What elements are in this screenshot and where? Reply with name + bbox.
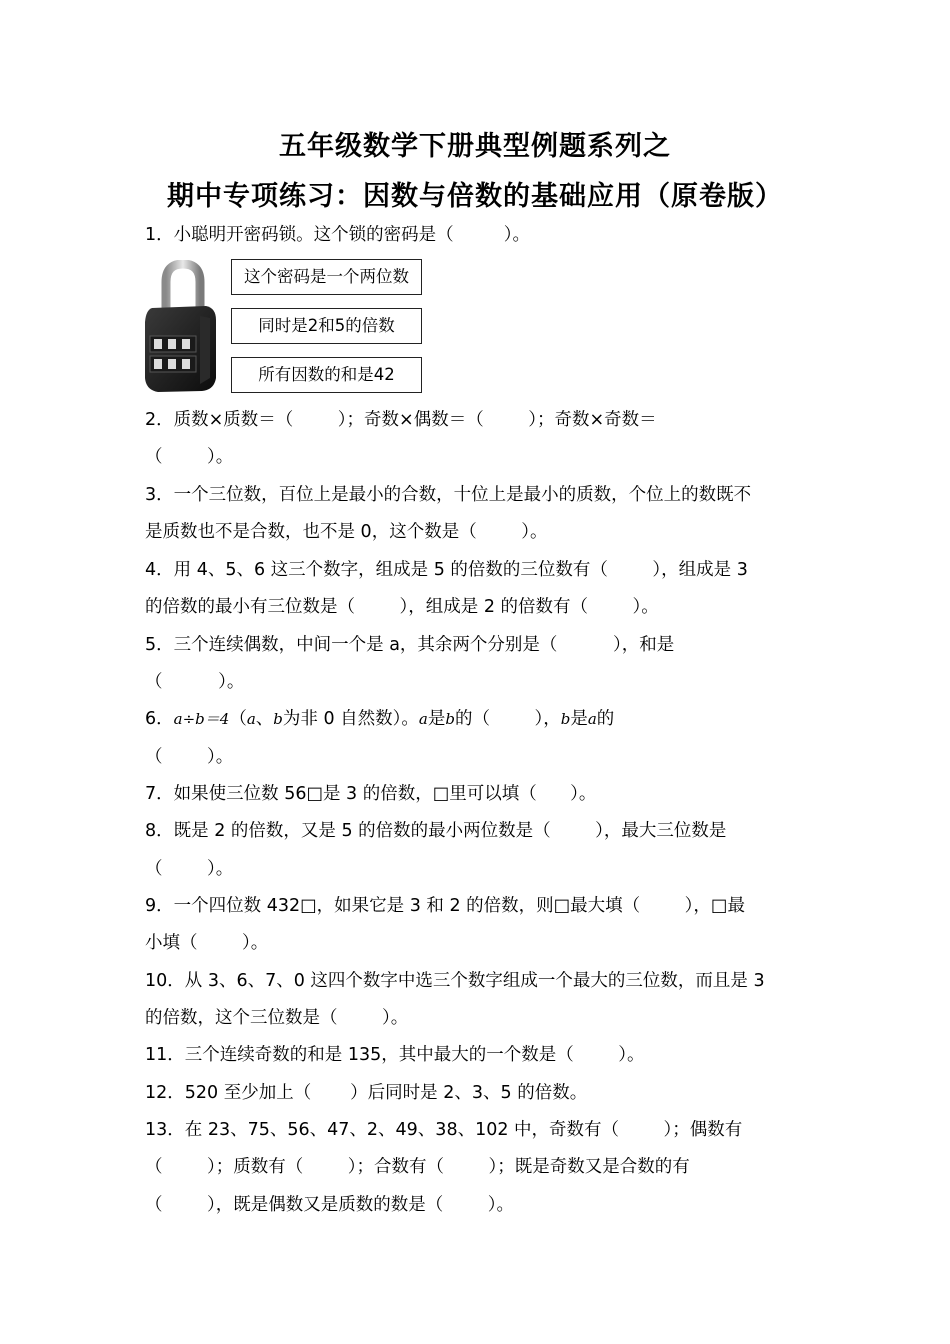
q6-var: a	[418, 710, 428, 728]
question-6-line-2: （ ）。	[145, 747, 234, 767]
question-9-line-1: 9．一个四位数 432□，如果它是 3 和 2 的倍数，则□最大填（ ），□最	[145, 896, 745, 916]
q6-var: b	[560, 710, 571, 728]
question-11: 11．三个连续奇数的和是 135，其中最大的一个数是（ ）。	[145, 1045, 645, 1065]
question-2-line-2: （ ）。	[145, 447, 234, 467]
question-4-line-2: 的倍数的最小有三位数是（ ），组成是 2 的倍数有（ ）。	[145, 597, 659, 617]
question-12: 12．520 至少加上（ ）后同时是 2、3、5 的倍数。	[145, 1083, 588, 1103]
q6-var: b	[445, 710, 455, 728]
q6-number: 6．	[145, 709, 174, 729]
question-1: 1．小聪明开密码锁。这个锁的密码是（ ）。	[145, 225, 530, 245]
document-title-line-2: 期中专项练习：因数与倍数的基础应用（原卷版）	[167, 181, 783, 212]
question-5-line-2: （ ）。	[145, 672, 245, 692]
padlock-icon	[140, 260, 220, 394]
lock-clue-factor-sum: 所有因数的和是42	[231, 357, 422, 393]
q6-text: 为非 0 自然数）。	[282, 709, 419, 729]
question-9-line-2: 小填（ ）。	[145, 933, 269, 953]
lock-clue-multiple: 同时是2和5的倍数	[231, 308, 422, 344]
question-13-line-3: （ ），既是偶数又是质数的数是（ ）。	[145, 1195, 515, 1215]
q6-text: 的	[596, 709, 615, 729]
q6-expression: a÷b＝4	[173, 710, 230, 728]
question-13-line-2: （ ）；质数有（ ）；合数有（ ）；既是奇数又是合数的有	[145, 1157, 690, 1177]
q6-text: 的（ ），	[454, 709, 561, 729]
question-3-line-2: 是质数也不是合数，也不是 0，这个数是（ ）。	[145, 522, 548, 542]
question-8-line-2: （ ）。	[145, 859, 234, 879]
q6-var: b	[273, 710, 283, 728]
question-8-line-1: 8．既是 2 的倍数，又是 5 的倍数的最小两位数是（ ），最大三位数是	[145, 821, 727, 841]
q6-text: 是	[570, 709, 588, 729]
lock-clue-two-digit: 这个密码是一个两位数	[231, 259, 422, 295]
q6-var: a	[246, 710, 256, 728]
question-3-line-1: 3．一个三位数，百位上是最小的合数，十位上是最小的质数，个位上的数既不	[145, 485, 752, 505]
q6-text: 是	[427, 709, 446, 729]
question-2-line-1: 2．质数×质数＝（ ）；奇数×偶数＝（ ）；奇数×奇数＝	[145, 410, 657, 430]
question-5-line-1: 5．三个连续偶数，中间一个是 a，其余两个分别是（ ），和是	[145, 635, 675, 655]
q6-text: 、	[255, 709, 274, 729]
question-10-line-2: 的倍数，这个三位数是（ ）。	[145, 1008, 409, 1028]
question-13-line-1: 13．在 23、75、56、47、2、49、38、102 中，奇数有（ ）；偶数有	[145, 1120, 743, 1140]
question-7: 7．如果使三位数 56□是 3 的倍数，□里可以填（ ）。	[145, 784, 597, 804]
document-title-line-1: 五年级数学下册典型例题系列之	[279, 131, 671, 162]
question-4-line-1: 4．用 4、5、6 这三个数字，组成是 5 的倍数的三位数有（ ），组成是 3	[145, 560, 748, 580]
q6-text: （	[229, 709, 247, 729]
question-10-line-1: 10．从 3、6、7、0 这四个数字中选三个数字组成一个最大的三位数，而且是 3	[145, 971, 765, 991]
q6-var: a	[587, 710, 597, 728]
question-6-line-1	[145, 708, 614, 730]
